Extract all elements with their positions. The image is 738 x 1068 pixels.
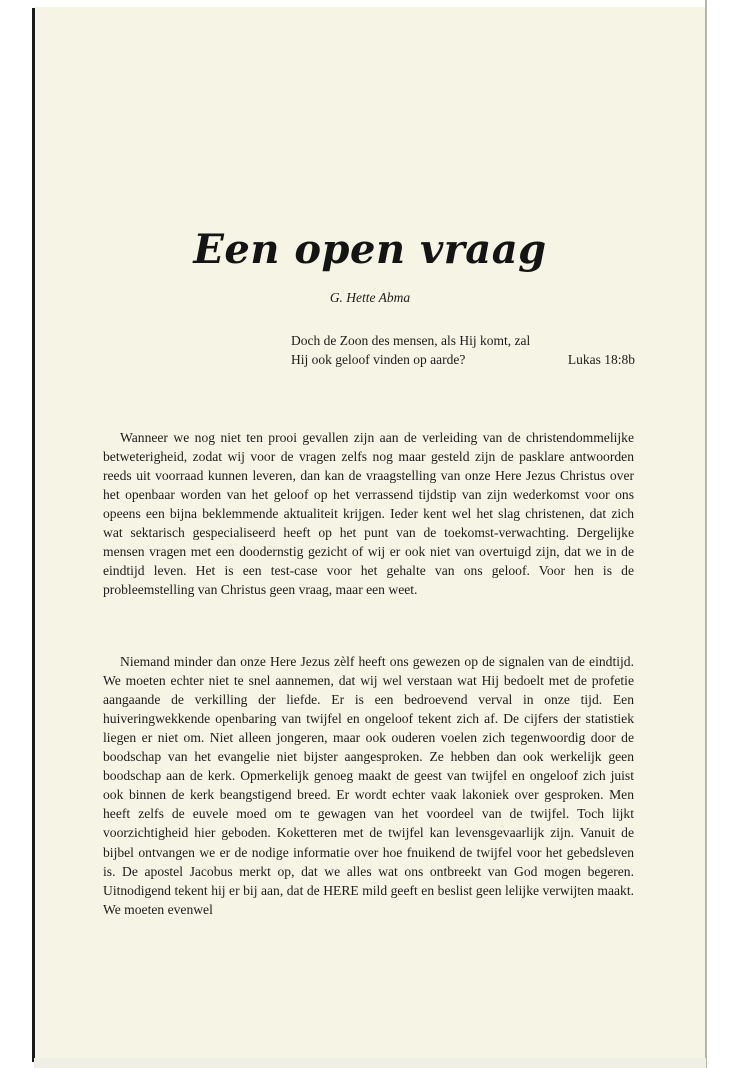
- epigraph: [291, 331, 635, 369]
- epigraph-line-2: Hij ook geloof vinden op aarde?: [291, 352, 466, 367]
- body-paragraph-1: Wanneer we nog niet ten prooi gevallen zijn aan de verleiding van de christendommelijke betweterigheid, zodat wij voor de vragen zelfs nog maar gesteld zijn de pasklare antwoorden reeds uit voorraad kunnen leveren, dan kan de vraagstelling van onze Here Jezus Christus over het openbaar worden van het geloof op het verrassend tijdstip van zijn wederkomst voor ons opeens een bijna beklemmende aktualiteit krijgen. Ieder kent wel het slag christenen, dat zich wat sektarisch gespecialiseerd heeft op het punt van de toekomst-verwachting. Dergelijke mensen vragen met een doodernstig gezicht of wij er ook niet van overtuigd zijn, dat we in de eindtijd leven. Het is een test-case voor het gehalte van ons geloof. Voor hen is de probleemstelling van Christus geen vraag, maar een weet.: [103, 429, 634, 598]
- body-paragraph-2: Niemand minder dan onze Here Jezus zèlf heeft ons gewezen op de signalen van de eindtijd. We moeten echter niet te snel aannemen, dat wij wel verstaan wat Hij bedoelt met de profetie aangaande de verkilling der liefde. Er is een bedroevend verval in onze tijd. Een huiveringwekkende openbaring van twijfel en ongeloof tekent zich af. De cijfers der statistiek liegen er niet om. Niet alleen jongeren, maar ook ouderen voelen zich tegenwoordig door de boodschap van het evangelie niet bijster aangesproken. Ze hebben dan ook werkelijk geen boodschap aan de kerk. Opmerkelijk genoeg maakt de geest van twijfel en ongeloof zich juist ook binnen de kerk beangstigend breed. Er wordt echter vaak lakoniek over gesproken. Men heeft zelfs de euvele moed om te gewagen van het voordeel van de twijfel. Toch lijkt voorzichtigheid hier geboden. Koketteren met de twijfel kan levensgevaarlijk zijn. Vanuit de bijbel ontvangen we er de nodige informatie over hoe fnuikend de twijfel voor het gebedsleven is. De apostel Jacobus merkt op, dat we alles wat ons ontbreekt van God mogen begeren. Uitnodigend tekent hij er bij aan, dat de HERE mild geeft en beslist geen lelijke verwijten maakt. We moeten evenwel: [103, 653, 634, 917]
- scan-margin-bottom: [34, 1058, 706, 1068]
- epigraph-line-1: Doch de Zoon des mensen, als Hij komt, zal: [291, 333, 531, 348]
- scan-edge-line-left: [32, 8, 35, 1062]
- epigraph-reference: Lukas 18:8b: [567, 352, 635, 367]
- scan-margin-top: [34, 0, 706, 7]
- scan-margin-right: [706, 0, 738, 1068]
- scan-edge-line-right: [705, 0, 707, 1068]
- article-title: Een open vraag: [193, 226, 547, 273]
- epigraph-line-2-row: [291, 350, 635, 369]
- article-author: G. Hette Abma: [329, 290, 411, 305]
- scan-margin-left: [0, 0, 34, 1068]
